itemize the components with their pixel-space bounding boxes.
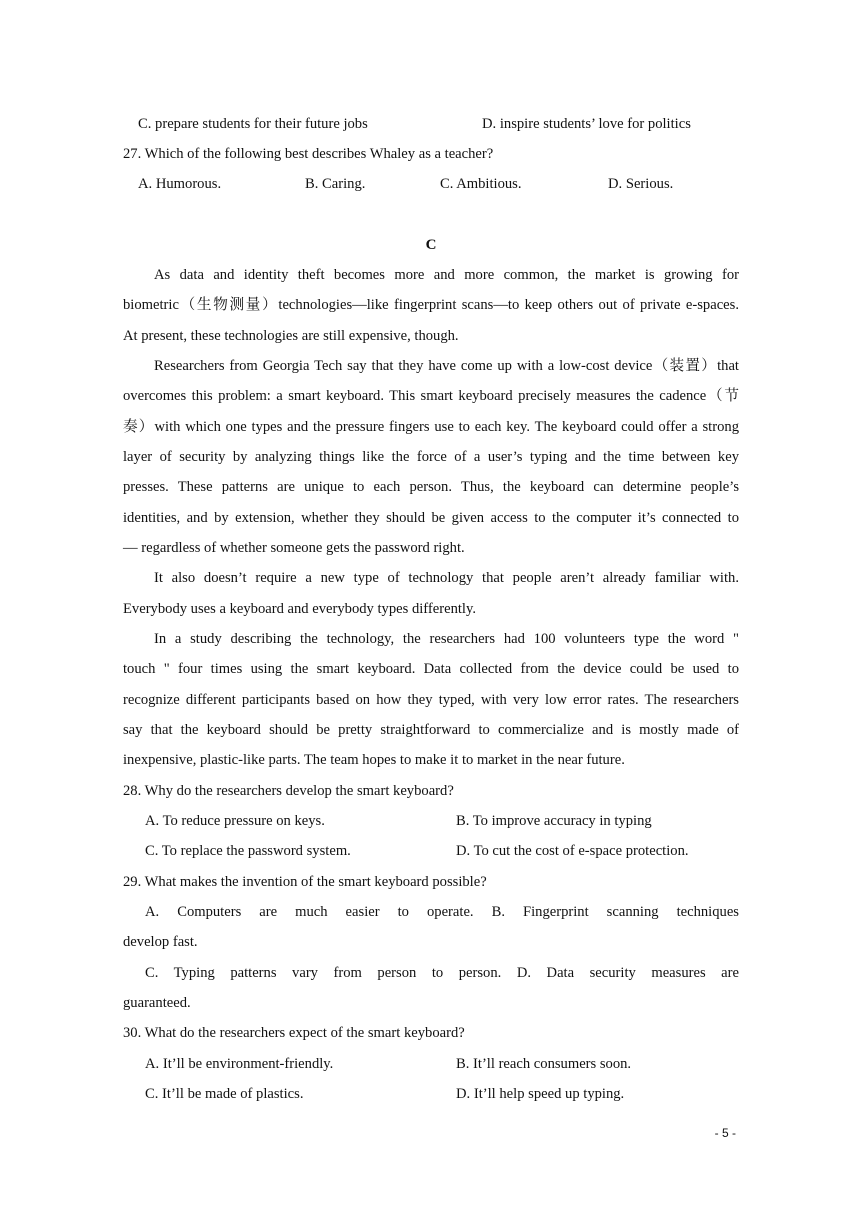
passage-line: say that the keyboard should be pretty straightforward to commercialize and is mostly made of [123, 722, 739, 738]
passage-line: inexpensive, plastic-like parts. The team hopes to make it to market in the near future. [123, 752, 625, 768]
q29-options-line: guaranteed. [123, 995, 191, 1011]
q28-option-b: B. To improve accuracy in typing [456, 813, 652, 829]
q29-options-line: A. Computers are much easier to operate. B. Fingerprint scanning techniques [145, 904, 739, 920]
q28-option-c: C. To replace the password system. [145, 843, 351, 859]
passage-line: 奏）with which one types and the pressure fingers use to each key. The keyboard could offer a strong [123, 419, 739, 435]
page-number: - 5 - [714, 1126, 736, 1140]
passage-line: It also doesn’t require a new type of technology that people aren’t already familiar with. [154, 570, 739, 586]
passage-line: layer of security by analyzing things like the force of a user’s typing and the time between key [123, 449, 739, 465]
passage-line: At present, these technologies are still expensive, though. [123, 328, 459, 344]
q26-options-row [123, 109, 739, 139]
q28-option-d: D. To cut the cost of e-space protection. [456, 843, 689, 859]
passage-line: In a study describing the technology, the researchers had 100 volunteers type the word " [154, 631, 739, 647]
q29-options-line: develop fast. [123, 934, 198, 950]
passage-line: recognize different participants based on how they typed, with very low error rates. The researchers [123, 692, 739, 708]
q26-option-d: D. inspire students’ love for politics [482, 116, 691, 132]
passage-line: Everybody uses a keyboard and everybody types differently. [123, 601, 476, 617]
passage-line: identities, and by extension, whether they should be given access to the computer it’s connected to [123, 510, 739, 526]
q29-options-line: C. Typing patterns vary from person to person. D. Data security measures are [145, 965, 739, 981]
q27-option-c: C. Ambitious. [440, 176, 522, 192]
passage-line: presses. These patterns are unique to each person. Thus, the keyboard can determine people’s [123, 479, 739, 495]
passage-line: touch " four times using the smart keyboard. Data collected from the device could be used to [123, 661, 739, 677]
q28-option-a: A. To reduce pressure on keys. [145, 813, 325, 829]
q27-options-row [123, 169, 739, 199]
q30-option-b: B. It’ll reach consumers soon. [456, 1056, 632, 1072]
q30-options-row-2 [123, 1079, 739, 1109]
q30-option-a: A. It’ll be environment-friendly. [145, 1056, 334, 1072]
q28-question: 28. Why do the researchers develop the smart keyboard? [123, 783, 454, 799]
q30-options-row-1 [123, 1049, 739, 1079]
q29-question: 29. What makes the invention of the smart keyboard possible? [123, 874, 487, 890]
q30-option-d: D. It’ll help speed up typing. [456, 1086, 625, 1102]
section-heading: C [425, 237, 437, 253]
q30-question: 30. What do the researchers expect of the smart keyboard? [123, 1025, 465, 1041]
q27-option-a: A. Humorous. [138, 176, 222, 192]
q28-options-row-2 [123, 836, 739, 866]
q27-option-b: B. Caring. [305, 176, 366, 192]
passage-line: biometric（生物测量）technologies—like fingerprint scans—to keep others out of private e-spaces. [123, 297, 739, 313]
passage-line: Researchers from Georgia Tech say that they have come up with a low-cost device（装置）that [154, 358, 739, 374]
q30-option-c: C. It’ll be made of plastics. [145, 1086, 304, 1102]
passage-line: As data and identity theft becomes more and more common, the market is growing for [154, 267, 739, 283]
passage-line: — regardless of whether someone gets the password right. [123, 540, 465, 556]
q28-options-row-1 [123, 806, 739, 836]
passage-line: overcomes this problem: a smart keyboard. This smart keyboard precisely measures the cadence（节 [123, 388, 739, 404]
q27-question: 27. Which of the following best describes Whaley as a teacher? [123, 146, 494, 162]
q27-option-d: D. Serious. [608, 176, 674, 192]
q26-option-c: C. prepare students for their future jobs [138, 116, 368, 132]
